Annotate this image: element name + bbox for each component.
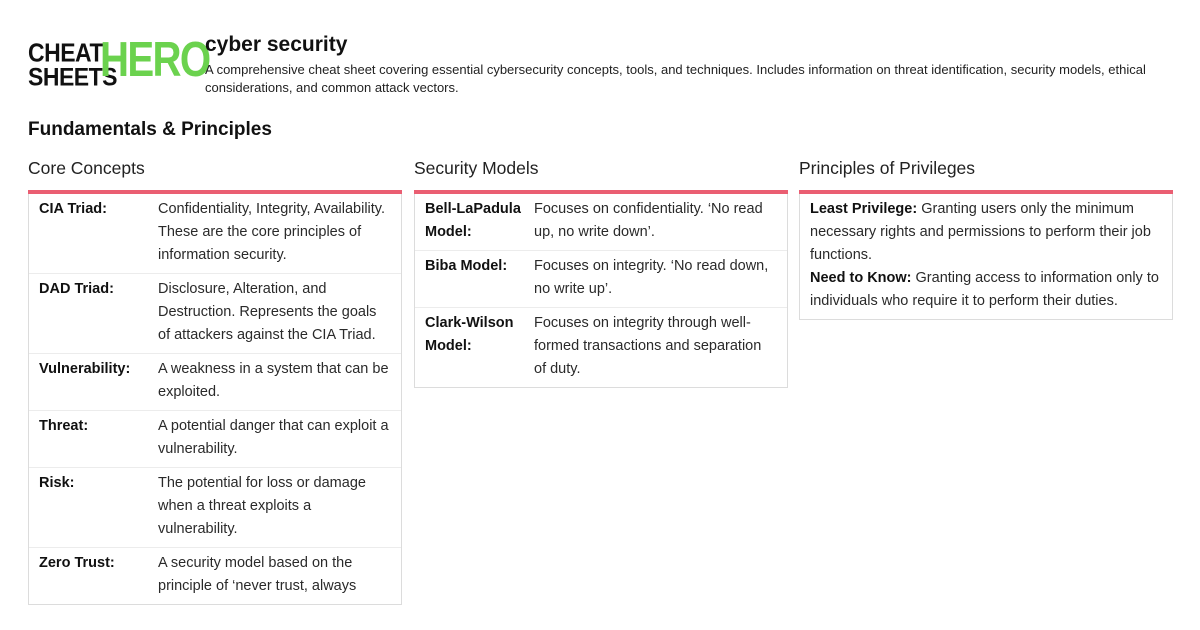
logo-text-cheat: CHEAT xyxy=(28,38,104,68)
definition-cell: The potential for loss or damage when a threat exploits a vulnerability. xyxy=(158,475,366,537)
definition-cell: A weakness in a system that can be exploited. xyxy=(158,361,389,400)
definition-cell: Focuses on integrity. ‘No read down, no write up’. xyxy=(534,258,769,297)
principle-term: Need to Know: xyxy=(810,270,912,286)
table-row xyxy=(415,251,787,308)
definition-cell: A potential danger that can exploit a vulnerability. xyxy=(158,418,389,457)
definition-table xyxy=(414,194,788,388)
term-cell: Biba Model: xyxy=(425,258,508,274)
column-title: Core Concepts xyxy=(28,158,145,178)
column-security-models xyxy=(414,156,788,388)
definition-cell: Confidentiality, Integrity, Availability. These are the core principles of information security. xyxy=(158,201,386,263)
term-cell: Vulnerability: xyxy=(39,361,131,377)
term-cell: Clark-Wilson Model: xyxy=(425,315,514,354)
term-cell: Risk: xyxy=(39,475,75,491)
logo-text-sheets: SHEETS xyxy=(28,63,118,92)
table-row xyxy=(415,194,787,251)
logo-text-hero: HERO xyxy=(100,33,210,87)
table-row xyxy=(29,274,401,354)
principle-definition: Granting users only the minimum necessary rights and permissions to perform their job functions. xyxy=(810,201,1151,263)
definition-cell: A security model based on the principle of ‘never trust, always xyxy=(158,555,357,594)
page-title: cyber security xyxy=(205,33,348,56)
table-row xyxy=(29,354,401,411)
table-row xyxy=(29,411,401,468)
term-cell: CIA Triad: xyxy=(39,201,107,217)
principles-card xyxy=(799,194,1173,320)
table-row xyxy=(29,548,401,604)
term-cell: DAD Triad: xyxy=(39,281,114,297)
table-row xyxy=(29,194,401,274)
cheatsheets-hero-logo[interactable] xyxy=(28,33,210,92)
column-title: Principles of Privileges xyxy=(799,158,976,178)
term-cell: Bell-LaPadula Model: xyxy=(425,201,521,240)
definition-cell: Focuses on confidentiality. ‘No read up, no write down’. xyxy=(534,201,763,240)
definition-cell: Disclosure, Alteration, and Destruction. Represents the goals of attackers against the CIA Triad. xyxy=(158,281,377,343)
section-title: Fundamentals & Principles xyxy=(28,119,272,140)
column-core-concepts xyxy=(28,156,402,605)
definition-table xyxy=(28,194,402,605)
term-cell: Threat: xyxy=(39,418,89,434)
definition-cell: Focuses on integrity through well-formed transactions and separation of duty. xyxy=(534,315,762,377)
table-row xyxy=(415,308,787,387)
column-title: Security Models xyxy=(414,158,539,178)
page-description: A comprehensive cheat sheet covering essential cybersecurity concepts, tools, and techniques. Includes information on threat identification, security models, ethical considerations, and common attack vectors. xyxy=(205,62,1146,95)
principle-item xyxy=(810,198,1162,267)
principle-definition: Granting access to information only to individuals who require it to perform their duties. xyxy=(810,270,1159,309)
column-principles-of-privileges xyxy=(799,156,1173,320)
principle-term: Least Privilege: xyxy=(810,201,918,217)
principle-item xyxy=(810,267,1162,313)
term-cell: Zero Trust: xyxy=(39,555,115,571)
table-row xyxy=(29,468,401,548)
